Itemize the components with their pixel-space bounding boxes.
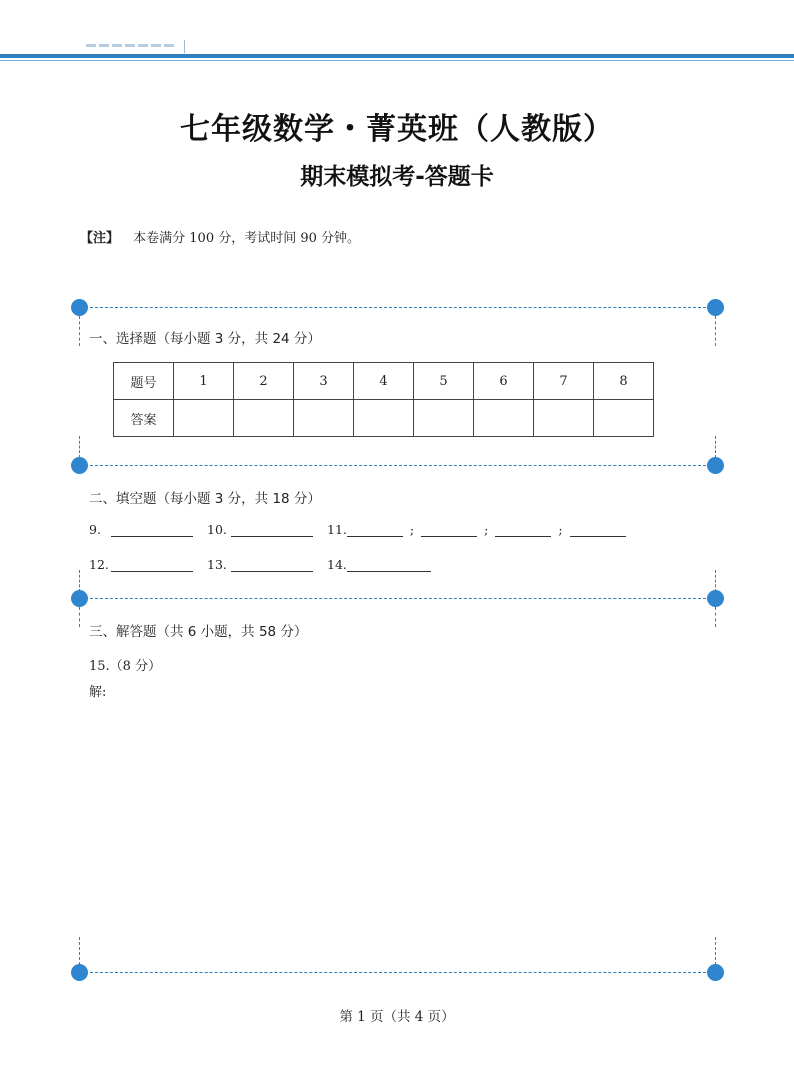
table-row <box>114 400 654 437</box>
choice-answer-table <box>113 362 654 437</box>
page-footer: 第 1 页（共 4 页） <box>339 1009 455 1025</box>
q15-heading: 15.（8 分） <box>89 659 162 674</box>
section-choice-title: 一、选择题（每小题 3 分，共 24 分） <box>89 331 321 347</box>
frame-side-right <box>715 937 716 965</box>
frame-side-right <box>715 570 716 592</box>
frame-line-middle <box>80 465 716 466</box>
separator: ; <box>558 522 563 537</box>
frame-side-left <box>79 570 80 592</box>
answer-cell[interactable] <box>174 400 234 437</box>
question-number-cell: 1 <box>174 363 234 400</box>
q12-blank[interactable] <box>111 557 193 572</box>
frame-side-left <box>79 937 80 965</box>
q11-blank-3[interactable] <box>495 522 551 537</box>
section-fill-title: 二、填空题（每小题 3 分，共 18 分） <box>89 491 321 507</box>
frame-side-left <box>79 607 80 627</box>
frame-dot-top-right <box>707 299 724 316</box>
frame-dot-top-left <box>71 299 88 316</box>
page-subtitle: 期末模拟考-答题卡 <box>300 164 494 190</box>
question-number-cell: 6 <box>474 363 534 400</box>
fill-row-2 <box>89 557 431 572</box>
note-text: 本卷满分 100 分，考试时间 90 分钟。 <box>133 231 361 246</box>
separator: ; <box>484 522 489 537</box>
frame-side-left <box>79 316 80 346</box>
header-tab <box>86 40 185 53</box>
answer-cell[interactable] <box>354 400 414 437</box>
q12-number: 12. <box>89 557 109 572</box>
answer-cell[interactable] <box>294 400 354 437</box>
frame-dot-bottom-left <box>71 964 88 981</box>
q15-solution-label: 解: <box>89 685 107 700</box>
answer-cell[interactable] <box>534 400 594 437</box>
frame-side-right <box>715 316 716 346</box>
question-number-cell: 5 <box>414 363 474 400</box>
frame-dot-right <box>707 590 724 607</box>
q10-number: 10. <box>207 522 227 537</box>
exam-note <box>80 227 360 246</box>
frame-line-top <box>80 307 716 308</box>
frame-side-right <box>715 607 716 627</box>
q9-number: 9. <box>89 522 101 537</box>
row-label-number: 题号 <box>114 363 174 400</box>
q11-blank-1[interactable] <box>347 522 403 537</box>
frame-side-left <box>79 436 80 458</box>
answer-cell[interactable] <box>414 400 474 437</box>
answer-cell[interactable] <box>594 400 654 437</box>
frame-line-bottom <box>80 972 716 973</box>
fill-row-1 <box>89 522 626 537</box>
question-number-cell: 7 <box>534 363 594 400</box>
section-solution-title: 三、解答题（共 6 小题，共 58 分） <box>89 624 308 640</box>
note-label: 【注】 <box>80 231 120 246</box>
answer-cell[interactable] <box>474 400 534 437</box>
table-row <box>114 363 654 400</box>
q14-number: 14. <box>327 557 347 572</box>
row-label-answer: 答案 <box>114 400 174 437</box>
q13-blank[interactable] <box>231 557 313 572</box>
separator: ; <box>409 522 415 537</box>
q13-number: 13. <box>207 557 227 572</box>
top-rule-thin <box>0 60 794 61</box>
q14-blank[interactable] <box>347 557 431 572</box>
q11-number: 11. <box>327 522 347 537</box>
frame-side-right <box>715 436 716 458</box>
question-number-cell: 4 <box>354 363 414 400</box>
q11-blank-4[interactable] <box>570 522 626 537</box>
answer-cell[interactable] <box>234 400 294 437</box>
q11-blank-2[interactable] <box>421 522 477 537</box>
page-title: 七年级数学・菁英班（人教版） <box>180 112 614 147</box>
question-number-cell: 8 <box>594 363 654 400</box>
q10-blank[interactable] <box>231 522 313 537</box>
q9-blank[interactable] <box>111 522 193 537</box>
frame-line-middle <box>80 598 716 599</box>
question-number-cell: 2 <box>234 363 294 400</box>
frame-dot-right <box>707 457 724 474</box>
frame-dot-left <box>71 590 88 607</box>
question-number-cell: 3 <box>294 363 354 400</box>
top-rule <box>0 54 794 58</box>
frame-dot-left <box>71 457 88 474</box>
frame-dot-bottom-right <box>707 964 724 981</box>
